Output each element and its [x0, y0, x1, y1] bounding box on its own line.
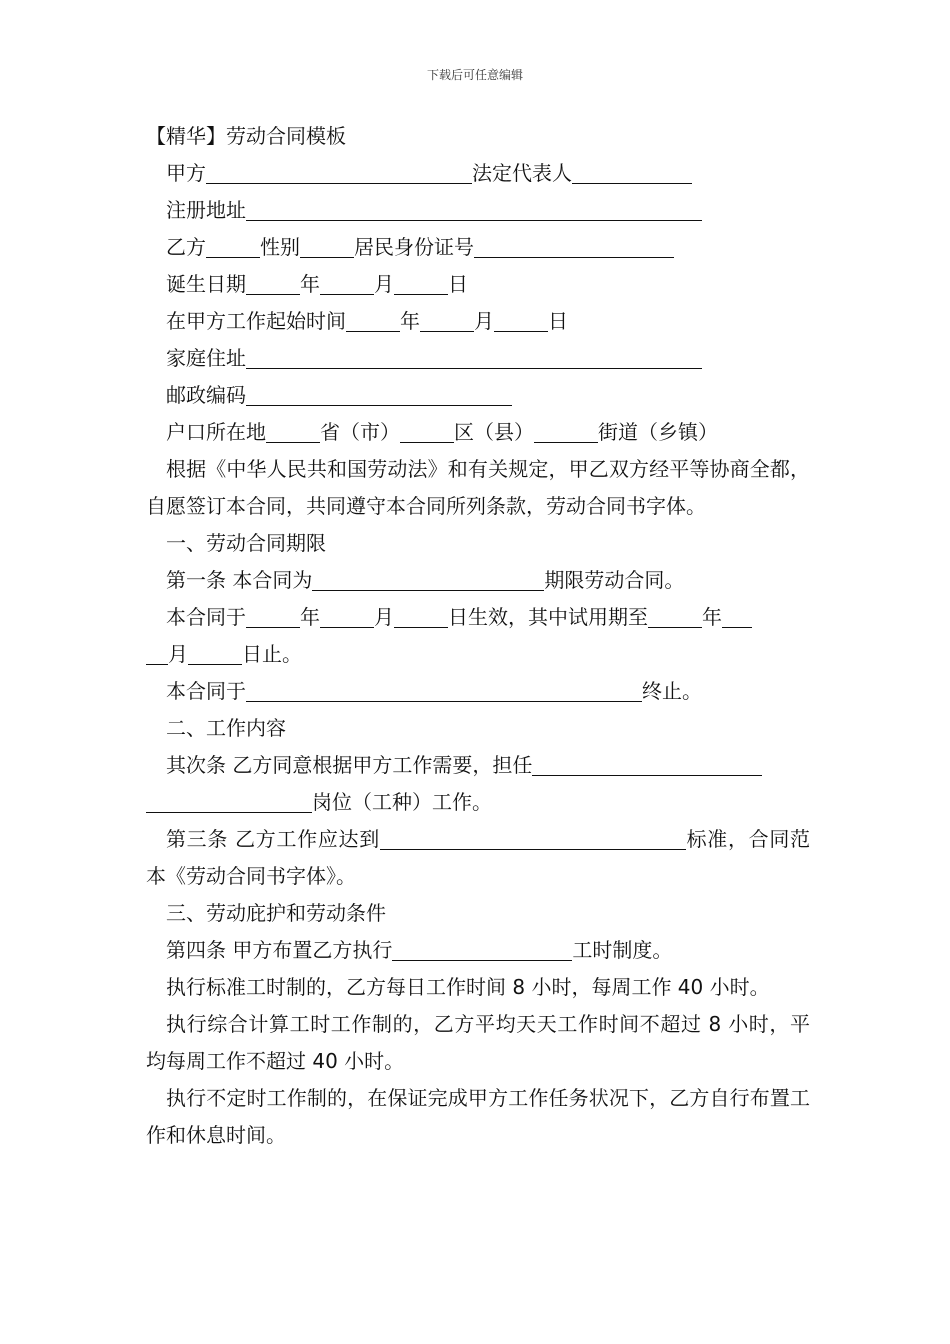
district-label: 区（县） — [454, 420, 534, 444]
article-1-line — [146, 562, 810, 599]
probation-end-line — [146, 636, 810, 673]
start-day-blank[interactable] — [494, 309, 548, 332]
postcode-blank[interactable] — [246, 383, 512, 406]
prob-month-blank-b[interactable] — [146, 642, 168, 665]
termination-blank[interactable] — [246, 679, 642, 702]
termination-text: 本合同于 — [166, 679, 246, 703]
section-1-heading: 一、劳动合同期限 — [166, 531, 326, 555]
day-label: 日 — [448, 272, 468, 296]
article-3-text: 第三条 乙方工作应达到 — [166, 827, 380, 851]
prob-month-blank-a[interactable] — [722, 605, 752, 628]
month-label: 月 — [474, 309, 494, 333]
page-header: 下载后可任意编辑 — [426, 68, 523, 82]
month-label: 月 — [374, 605, 394, 629]
article-3-paragraph — [146, 821, 810, 895]
party-a-blank[interactable] — [206, 161, 472, 184]
street-blank[interactable] — [534, 420, 598, 443]
id-number-label: 居民身份证号 — [354, 235, 474, 259]
work-standard-blank[interactable] — [380, 827, 686, 850]
section-3-heading: 三、劳动庇护和劳动条件 — [166, 901, 386, 925]
contract-term-type-blank[interactable] — [312, 568, 544, 591]
party-b-label: 乙方 — [166, 235, 206, 259]
month-label: 月 — [374, 272, 394, 296]
month-label: 月 — [168, 642, 188, 666]
section-2-heading: 二、工作内容 — [166, 716, 286, 740]
home-address-line — [146, 340, 810, 377]
year-label: 年 — [400, 309, 420, 333]
effective-date-line — [146, 599, 810, 636]
article-4-line — [146, 932, 810, 969]
reg-address-line — [146, 192, 810, 229]
article-4-text: 第四条 甲方布置乙方执行 — [166, 938, 393, 962]
id-number-blank[interactable] — [474, 235, 674, 258]
party-a-label: 甲方 — [166, 161, 206, 185]
start-year-blank[interactable] — [346, 309, 400, 332]
article-2-suffix: 岗位（工种）工作。 — [312, 790, 492, 814]
prob-day-blank[interactable] — [188, 642, 242, 665]
article-1-text: 第一条 本合同为 — [166, 568, 313, 592]
contract-document — [146, 118, 810, 1154]
prob-year-blank[interactable] — [648, 605, 702, 628]
flexible-hours-paragraph: 执行不定时工作制的，在保证完成甲方工作任务状况下，乙方自行布置工作和休息时间。 — [146, 1086, 810, 1147]
working-hours-system-blank[interactable] — [392, 938, 572, 961]
standard-hours-paragraph: 执行标准工时制的，乙方每日工作时间 8 小时，每周工作 40 小时。 — [166, 975, 770, 999]
postcode-label: 邮政编码 — [166, 383, 246, 407]
eff-month-blank[interactable] — [320, 605, 374, 628]
start-time-label: 在甲方工作起始时间 — [166, 309, 346, 333]
article-1-suffix: 期限劳动合同。 — [544, 568, 685, 592]
probation-end-text: 日止。 — [242, 642, 302, 666]
year-label: 年 — [702, 605, 722, 629]
hukou-label: 户口所在地 — [166, 420, 266, 444]
legal-rep-blank[interactable] — [572, 161, 692, 184]
year-label: 年 — [300, 605, 320, 629]
effective-date-text: 本合同于 — [166, 605, 246, 629]
intro-paragraph: 根据《中华人民共和国劳动法》和有关规定，甲乙双方经平等协商全都，自愿签订本合同，共同遵守本合同所列条款，劳动合同书字体。 — [146, 457, 810, 518]
eff-year-blank[interactable] — [246, 605, 300, 628]
party-b-blank[interactable] — [206, 235, 260, 258]
document-title: 【精华】劳动合同模板 — [146, 124, 346, 148]
postcode-line — [146, 377, 810, 414]
day-label: 日 — [548, 309, 568, 333]
home-address-label: 家庭住址 — [166, 346, 246, 370]
legal-rep-label: 法定代表人 — [472, 161, 572, 185]
article-2-line — [146, 747, 810, 784]
birth-year-blank[interactable] — [246, 272, 300, 295]
hukou-line — [146, 414, 810, 451]
article-3-suffix: 标准，合同范本《劳动合同书字体》。 — [146, 827, 810, 888]
article-2-line-2 — [146, 784, 810, 821]
year-label: 年 — [300, 272, 320, 296]
position-blank-a[interactable] — [532, 753, 762, 776]
eff-day-blank[interactable] — [394, 605, 448, 628]
probation-text: 日生效，其中试用期至 — [448, 605, 648, 629]
start-month-blank[interactable] — [420, 309, 474, 332]
termination-suffix: 终止。 — [642, 679, 702, 703]
province-label: 省（市） — [320, 420, 400, 444]
street-label: 街道（乡镇） — [598, 420, 718, 444]
birth-date-label: 诞生日期 — [166, 272, 246, 296]
province-blank[interactable] — [266, 420, 320, 443]
reg-address-label: 注册地址 — [166, 198, 246, 222]
home-address-blank[interactable] — [246, 346, 702, 369]
comprehensive-hours-paragraph: 执行综合计算工时工作制的，乙方平均天天工作时间不超过 8 小时，平均每周工作不超过 40 小时。 — [146, 1012, 810, 1073]
article-4-suffix: 工时制度。 — [572, 938, 673, 962]
gender-label: 性别 — [260, 235, 300, 259]
district-blank[interactable] — [400, 420, 454, 443]
party-b-line — [146, 229, 810, 266]
party-a-line — [146, 155, 810, 192]
reg-address-blank[interactable] — [246, 198, 702, 221]
article-2-text: 其次条 乙方同意根据甲方工作需要，担任 — [166, 753, 533, 777]
start-time-line — [146, 303, 810, 340]
birth-month-blank[interactable] — [320, 272, 374, 295]
birth-day-blank[interactable] — [394, 272, 448, 295]
termination-line — [146, 673, 810, 710]
birth-date-line — [146, 266, 810, 303]
position-blank-b[interactable] — [146, 790, 312, 813]
gender-blank[interactable] — [300, 235, 354, 258]
